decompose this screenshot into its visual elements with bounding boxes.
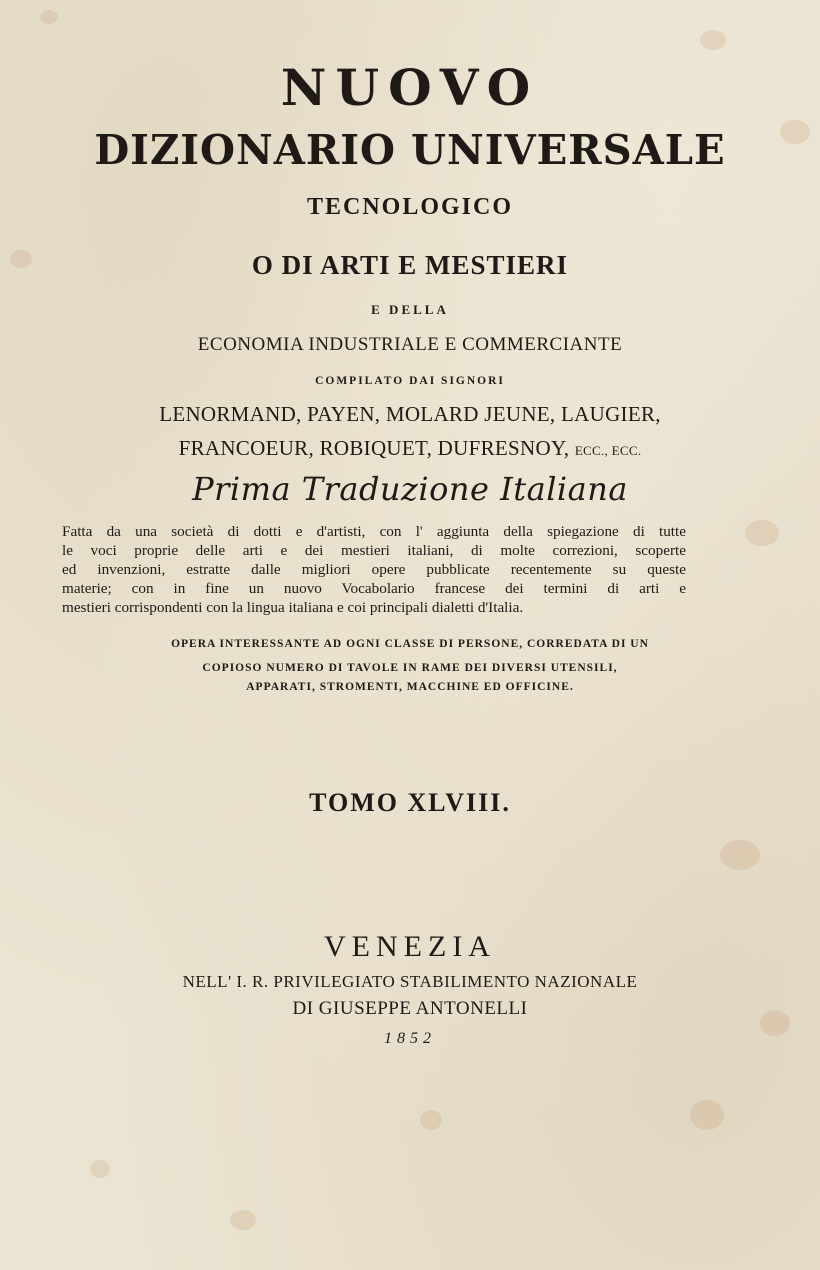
imprint-city: VENEZIA bbox=[324, 930, 496, 963]
opera-line: APPARATI, STROMENTI, MACCHINE ED OFFICINE. bbox=[246, 681, 574, 693]
foxing-spot bbox=[720, 840, 760, 870]
foxing-spot bbox=[90, 1160, 110, 1178]
opera-line: OPERA INTERESSANTE AD OGNI CLASSE DI PERSONE, CORREDATA DI UN bbox=[171, 638, 649, 650]
description-line: materie; con in fine un nuovo Vocabolario francese dei termini di arti e bbox=[62, 580, 686, 597]
description-line: mestieri corrispondenti con la lingua italiana e coi principali dialetti d'Italia. bbox=[62, 599, 524, 616]
title-della: E DELLA bbox=[371, 302, 449, 317]
description-line: le voci proprie delle arti e dei mestieri italiani, di molte correzioni, scoperte bbox=[62, 542, 686, 559]
imprint-year: 1852 bbox=[384, 1030, 436, 1047]
foxing-spot bbox=[690, 1100, 724, 1130]
volume-number: TOMO XLVIII. bbox=[309, 788, 511, 817]
imprint-printer: DI GIUSEPPE ANTONELLI bbox=[292, 998, 528, 1019]
title-nuovo: NUOVO bbox=[280, 58, 540, 117]
opera-line: COPIOSO NUMERO DI TAVOLE IN RAME DEI DIVERSI UTENSILI, bbox=[202, 662, 618, 674]
title-arti-mestieri: O DI ARTI E MESTIERI bbox=[251, 250, 569, 280]
translation-heading: Prima Traduzione Italiana bbox=[192, 470, 628, 508]
description-line: ed invenzioni, estratte dalle migliori opere pubblicate recentemente su queste bbox=[62, 561, 686, 578]
authors-line-1: LENORMAND, PAYEN, MOLARD JEUNE, LAUGIER, bbox=[159, 402, 661, 426]
description-line: Fatta da una società di dotti e d'artisti, con l' aggiunta della spiegazione di tutte bbox=[62, 523, 686, 540]
foxing-spot bbox=[700, 30, 726, 50]
foxing-spot bbox=[745, 520, 779, 546]
description-paragraph bbox=[62, 522, 686, 617]
foxing-spot bbox=[230, 1210, 256, 1230]
title-economia: ECONOMIA INDUSTRIALE E COMMERCIANTE bbox=[197, 334, 623, 355]
authors-line-2 bbox=[0, 436, 820, 461]
imprint-publisher: NELL' I. R. PRIVILEGIATO STABILIMENTO NAZIONALE bbox=[182, 972, 638, 991]
title-dizionario: DIZIONARIO UNIVERSALE bbox=[94, 126, 726, 174]
authors-line-2-names: FRANCOEUR, ROBIQUET, DUFRESNOY, bbox=[178, 436, 570, 460]
title-tecnologico: TECNOLOGICO bbox=[306, 194, 514, 220]
foxing-spot bbox=[40, 10, 58, 24]
authors-etc: ECC., ECC. bbox=[574, 443, 642, 458]
compilers-intro: COMPILATO DAI SIGNORI bbox=[315, 375, 505, 387]
foxing-spot bbox=[420, 1110, 442, 1130]
